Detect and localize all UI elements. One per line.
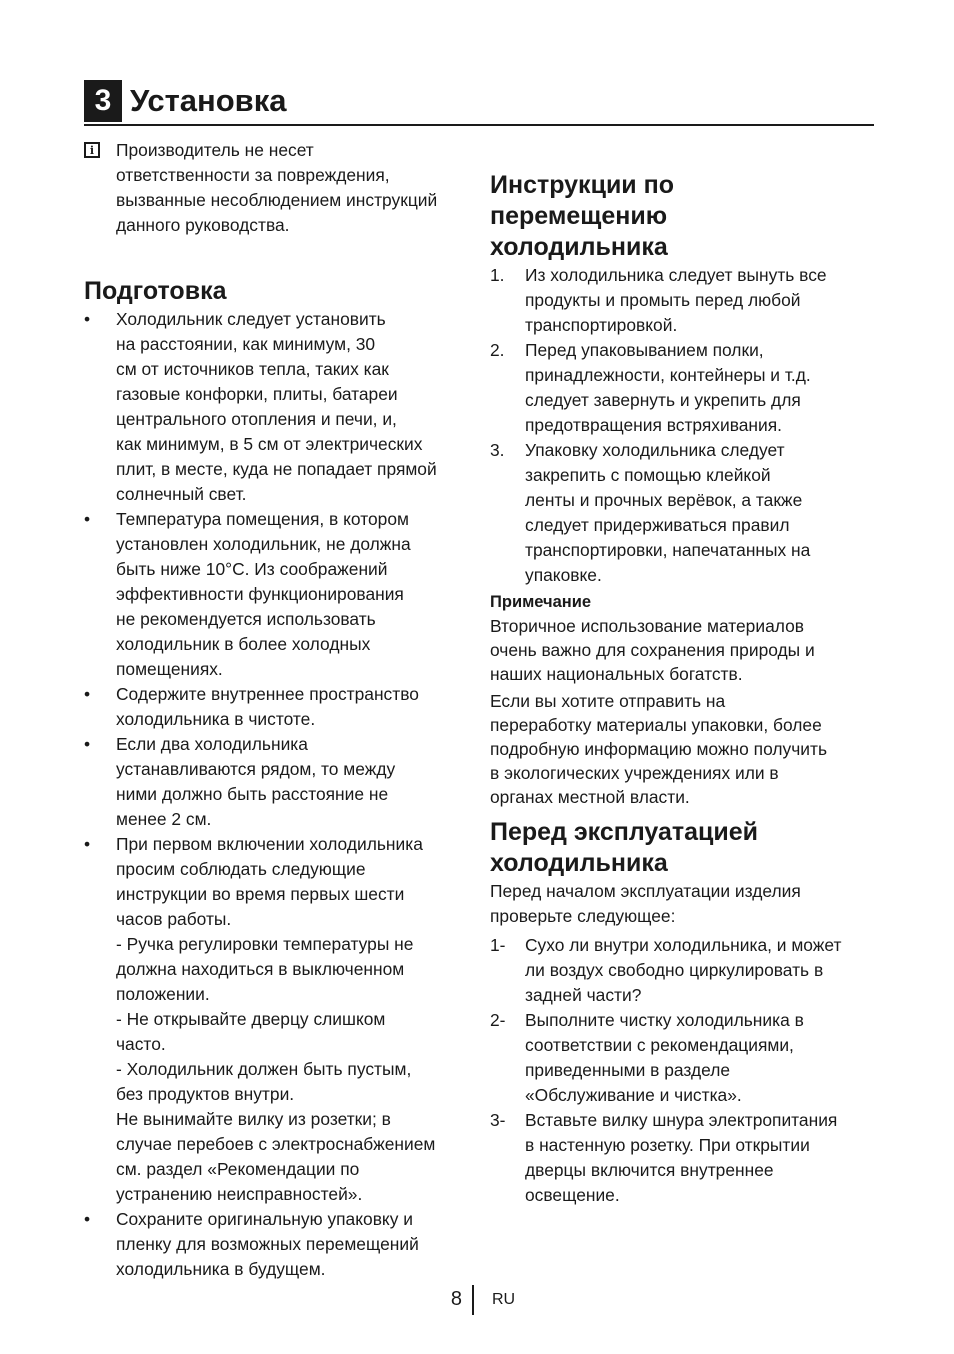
step-text: Из холодильника следует вынуть все продукты и промыть перед любой транспортировкой. <box>525 265 827 335</box>
section-number: 3 <box>84 80 122 122</box>
list-item <box>84 507 469 682</box>
step-item <box>490 338 874 438</box>
bullet: • <box>84 684 91 704</box>
step-item <box>490 933 874 1008</box>
list-item-text: Если два холодильника устанавливаются рядом, то между ними должно быть расстояние не менее 2 см. <box>116 734 396 829</box>
list-item-text: Содержите внутреннее пространство холодильника в чистоте. <box>116 684 419 729</box>
page-footer <box>0 1285 954 1317</box>
step-text: Сухо ли внутри холодильника, и может ли воздух свободно циркулировать в задней части? <box>525 935 842 1005</box>
section-title: Установка <box>130 83 287 118</box>
bullet: • <box>84 309 91 329</box>
list-item-text: Сохраните оригинальную упаковку и пленку для возможных перемещений холодильника в будущем. <box>116 1209 419 1279</box>
bullet: • <box>84 734 91 754</box>
step-number: 2. <box>490 340 505 360</box>
step-item <box>490 263 874 338</box>
note-paragraph: Если вы хотите отправить на переработку материалы упаковки, более подробную информацию можно получить в экологических учреждениях или в органах местной власти. <box>490 691 828 807</box>
step-number: 1. <box>490 265 505 285</box>
before-use-steps <box>490 933 874 1208</box>
note-paragraph: Вторичное использование материалов очень важно для сохранения природы и наших национальных богатств. <box>490 616 815 684</box>
step-item <box>490 1108 874 1208</box>
list-item <box>84 682 469 732</box>
language-code: RU <box>492 1291 516 1308</box>
left-column <box>84 138 469 1282</box>
list-item-text: При первом включении холодильника просим соблюдать следующие инструкции во время первых шести часов работы. - Ручка регулировки температуры не должна находиться в выключенном положении. - Не открывайте дверцу слишком часто. - Холодильник должен быть пустым, без продуктов внутри. Не вынимайте вилку из розетки; в случае перебоев с электроснабжением см. раздел «Рекомендации по устранению неисправностей». <box>116 834 436 1204</box>
info-icon: i <box>84 142 100 158</box>
step-item <box>490 1008 874 1108</box>
step-text: Упаковку холодильника следует закрепить с помощью клейкой ленты и прочных верёвок, а также следует придерживаться правил транспортировки, напечатанных на упаковке. <box>525 440 811 585</box>
moving-heading: Инструкции по перемещению холодильника <box>490 171 674 261</box>
note-title: Примечание <box>490 593 592 611</box>
step-number: 1- <box>490 935 506 955</box>
info-note <box>84 138 469 238</box>
step-text: Перед упаковыванием полки, принадлежности, контейнеры и т.д. следует завернуть и укрепить для предотвращения встряхивания. <box>525 340 811 435</box>
moving-steps <box>490 263 874 588</box>
list-item <box>84 307 469 507</box>
step-item <box>490 438 874 588</box>
list-item <box>84 832 469 1207</box>
step-number: 3- <box>490 1110 506 1130</box>
bullet: • <box>84 509 91 529</box>
info-note-text: Производитель не несет ответственности за повреждения, вызванные несоблюдением инструкций данного руководства. <box>116 140 438 235</box>
preparation-list <box>84 307 469 1282</box>
right-column <box>490 170 874 1208</box>
section-header <box>84 80 874 126</box>
list-item-text: Температура помещения, в котором установлен холодильник, не должна быть ниже 10°C. Из соображений эффективности функционирования не рекомендуется использовать холодильник в более холодных помещениях. <box>116 509 411 679</box>
list-item <box>84 1207 469 1282</box>
page-number: 8 <box>450 1288 462 1310</box>
step-number: 2- <box>490 1010 506 1030</box>
footer-divider <box>472 1285 474 1315</box>
before-use-intro: Перед началом эксплуатации изделия проверьте следующее: <box>490 881 801 926</box>
before-use-heading: Перед эксплуатацией холодильника <box>490 818 759 877</box>
step-text: Выполните чистку холодильника в соответствии с рекомендациями, приведенными в разделе «Обслуживание и чистка». <box>525 1010 804 1105</box>
list-item-text: Холодильник следует установить на расстоянии, как минимум, 30 см от источников тепла, таких как газовые конфорки, плиты, батареи центрального отопления и печи, и, как минимум, в 5 см от электрических плит, в месте, куда не попадает прямой солнечный свет. <box>116 309 437 504</box>
step-number: 3. <box>490 440 505 460</box>
preparation-heading: Подготовка <box>84 277 227 305</box>
step-text: Вставьте вилку шнура электропитания в настенную розетку. При открытии дверцы включится внутреннее освещение. <box>525 1110 838 1205</box>
list-item <box>84 732 469 832</box>
bullet: • <box>84 1209 91 1229</box>
bullet: • <box>84 834 91 854</box>
